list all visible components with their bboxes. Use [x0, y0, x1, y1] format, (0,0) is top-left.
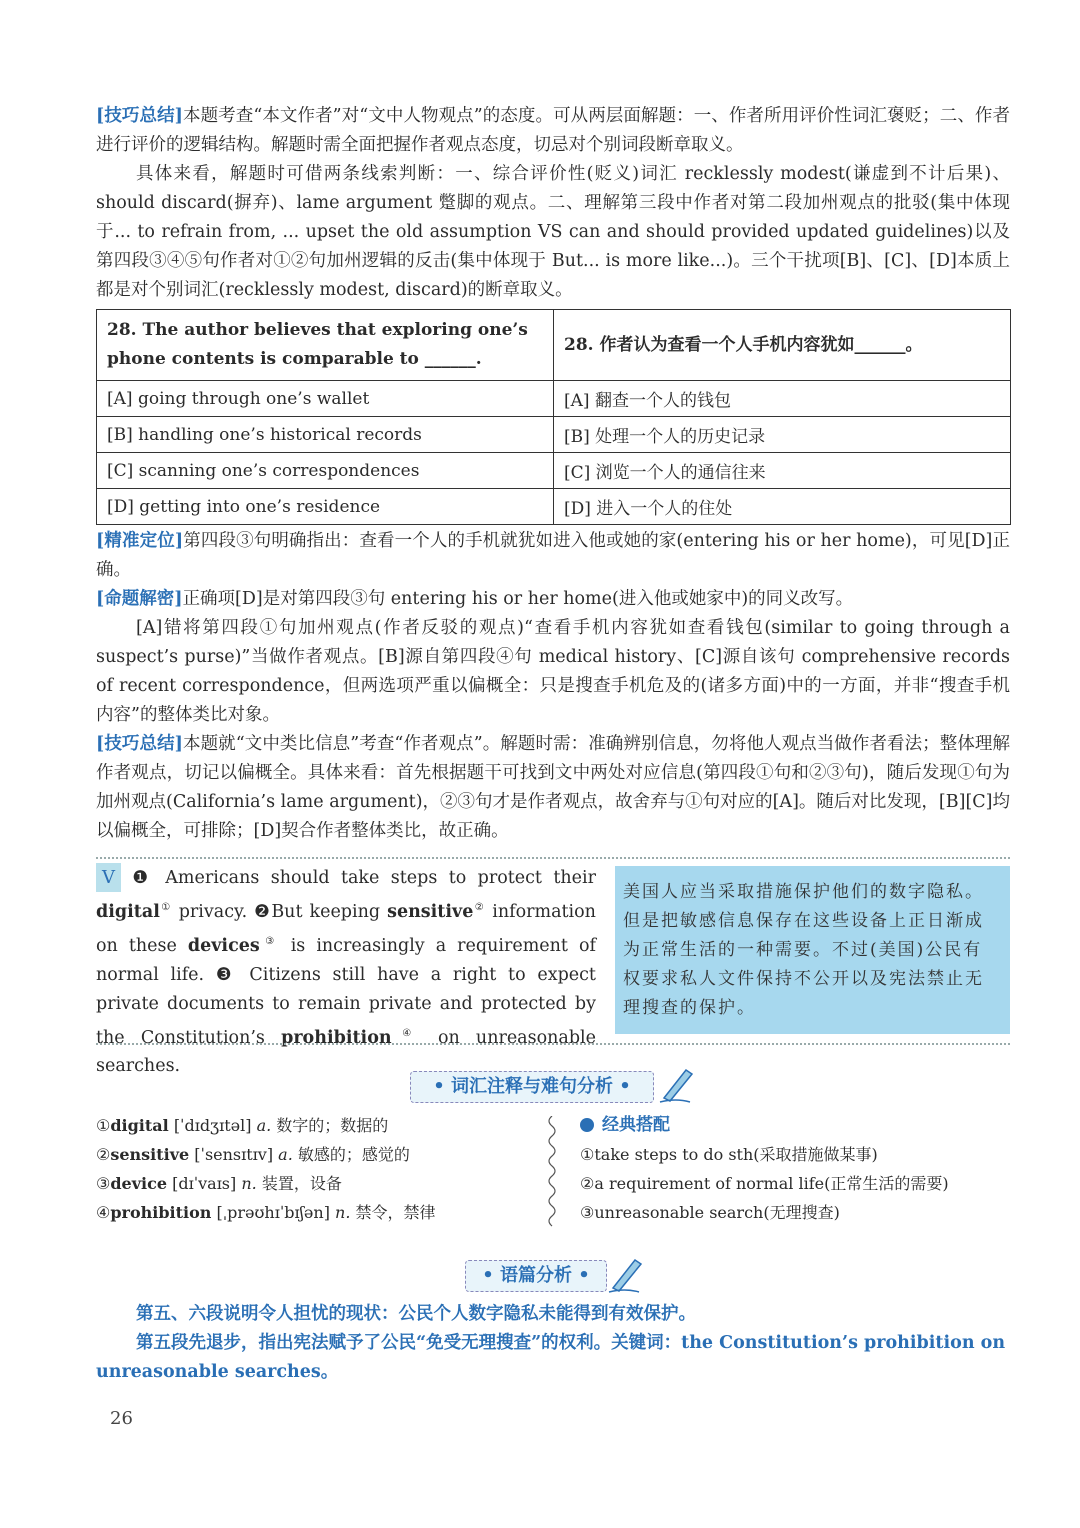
analysis-line-1: 第五、六段说明令人担忧的现状：公民个人数字隐私未能得到有效保护。 — [136, 1304, 696, 1324]
vocab-word: prohibition — [281, 1027, 392, 1048]
tag-precise-location: [精准定位] — [96, 531, 184, 551]
vocab-section-title: • 词汇注释与难句分析 • — [410, 1071, 654, 1103]
passage-text: Americans should take steps to protect their — [165, 868, 596, 888]
vocab-item: ③device [dɪˈvaɪs] n. 装置，设备 — [96, 1174, 342, 1193]
footnote-mark: ② — [473, 902, 486, 913]
question-table — [96, 309, 1011, 525]
technique-summary-2 — [96, 730, 1010, 846]
passage-translation: 美国人应当采取措施保护他们的数字隐私。但是把敏感信息保存在这些设备上正日渐成为正常生活的一种需要。不过(美国)公民有权要求私人文件保持不公开以及宪法禁止无理搜查的保护。 — [615, 866, 1010, 1034]
distractor-analysis: [A]错将第四段①句加州观点(作者反驳的观点)“查看手机内容犹如查看钱包(similar to going through a suspect’s purse)”当做作者观点。[B]源自第四段④句 medical history、[C]源自该句 comprehensive records of recent correspondence，但两选项严重以偏概全：只是搜查手机危及的(诸多方面)中的一方面，并非“搜查手机内容”的整体类比对象。 — [96, 618, 1010, 725]
footnote-mark: ④ — [391, 1027, 422, 1039]
page-number: 26 — [110, 1408, 133, 1429]
passage-text: But keeping — [271, 901, 381, 922]
passage-text: privacy. — [178, 901, 248, 922]
option-en: [B] handling one’s historical records — [97, 417, 554, 453]
summary-text: 本题就“文中类比信息”考查“作者观点”。解题时需：准确辨别信息，勿将他人观点当做作者看法；整体理解作者观点，切记以偏概全。具体来看：首先根据题干可找到文中两处对应信息(第四段①句和②③句)，随后发现①句为加州观点(California’s lame argument)，②③句才是作者观点，故舍弃与①句对应的[A]。随后对比发现，[B][C]均以偏概全，可排除；[D]契合作者整体类比，故正确。 — [96, 734, 1010, 841]
passage-text: information on these — [96, 901, 596, 956]
technique-summary-1 — [96, 102, 1010, 160]
passage-text: Citizens still have a right to expect private documents to remain private and protected by the Constitution’s — [96, 964, 596, 1048]
wavy-divider — [545, 1116, 559, 1232]
option-en: [A] going through one’s wallet — [97, 381, 554, 417]
question-decoding — [96, 585, 1010, 614]
summary-detail: 具体来看，解题时可借两条线索判断：一、综合评价性(贬义)词汇 recklessly modest(谦虚到不计后果)、should discard(摒弃)、lame argument 蹩脚的观点。二、理解第三段中作者对第二段加州观点的批驳(集中体现于... to refrain from, ... upset the old assumption VS can and should provided updated guidelines)以及第四段③④⑤句作者对①②句加州逻辑的反击(集中体现于 But... is more like...)。三个干扰项[B]、[C]、[D]本质上都是对个别词汇(recklessly modest, discard)的断章取义。 — [96, 164, 1010, 300]
option-zh: [A] 翻查一个人的钱包 — [554, 381, 1011, 417]
tag-decoding: [命题解密] — [96, 589, 183, 609]
collocation-item: ③unreasonable search(无理搜查) — [580, 1203, 840, 1222]
pen-icon — [656, 1064, 696, 1104]
sentence-number: ❷ — [254, 901, 272, 922]
vocab-item: ②sensitive [ˈsensɪtɪv] a. 敏感的；感觉的 — [96, 1145, 410, 1164]
tag-technique-summary: [技巧总结] — [96, 734, 183, 754]
pen-icon — [605, 1254, 645, 1294]
question-stem-zh: 28. 作者认为查看一个人手机内容犹如______。 — [554, 310, 1011, 381]
passage-english — [96, 863, 596, 1081]
option-zh: [C] 浏览一个人的通信往来 — [554, 453, 1011, 489]
footnote-mark: ③ — [259, 935, 280, 947]
sentence-number: ❸ — [215, 964, 238, 985]
passage-text: on unreasonable searches. — [96, 1027, 596, 1077]
divider — [96, 1043, 1010, 1045]
analysis-section-title: • 语篇分析 • — [465, 1260, 607, 1292]
divider — [96, 857, 1010, 859]
tag-technique-summary: [技巧总结] — [96, 106, 183, 126]
question-stem-en: 28. The author believes that exploring one’s phone contents is comparable to ______. — [97, 310, 554, 381]
bullet-icon — [580, 1118, 594, 1132]
option-zh: [B] 处理一个人的历史记录 — [554, 417, 1011, 453]
analysis-line-2: 第五段先退步，指出宪法赋予了公民“免受无理搜查”的权利。关键词：the Constitution’s prohibition on unreasonable searches。 — [96, 1333, 1006, 1382]
sentence-number: ❶ — [132, 868, 154, 888]
vocab-word: sensitive — [387, 901, 474, 922]
precise-location — [96, 527, 1010, 585]
collocation-heading: 经典搭配 — [580, 1111, 949, 1140]
option-zh: [D] 进入一个人的住处 — [554, 489, 1011, 525]
passage-text: is increasingly a requirement of normal life. — [96, 935, 596, 985]
collocation-item: ①take steps to do sth(采取措施做某事) — [580, 1145, 878, 1164]
summary-text: 本题考查“本文作者”对“文中人物观点”的态度。可从两层面解题：一、作者所用评价性词汇褒贬；二、作者进行评价的逻辑结构。解题时需全面把握作者观点态度，切忌对个别词段断章取义。 — [96, 106, 1010, 155]
vocab-list — [96, 1111, 436, 1227]
vocab-item: ①digital [ˈdɪdʒɪtəl] a. 数字的；数据的 — [96, 1116, 389, 1135]
section-label: V — [96, 863, 121, 892]
vocab-word: devices — [187, 935, 260, 956]
option-en: [C] scanning one’s correspondences — [97, 453, 554, 489]
collocation-item: ②a requirement of normal life(正常生活的需要) — [580, 1174, 949, 1193]
footnote-mark: ① — [159, 902, 172, 913]
vocab-word: digital — [96, 901, 160, 922]
collocation-list — [580, 1111, 949, 1227]
vocab-item: ④prohibition [ˌprəʊhɪˈbɪʃən] n. 禁令，禁律 — [96, 1203, 436, 1222]
option-en: [D] getting into one’s residence — [97, 489, 554, 525]
decoding-text: 正确项[D]是对第四段③句 entering his or her home(进入他或她家中)的同义改写。 — [182, 589, 854, 609]
location-text: 第四段③句明确指出：查看一个人的手机就犹如进入他或她的家(entering his or her home)，可见[D]正确。 — [96, 531, 1011, 580]
